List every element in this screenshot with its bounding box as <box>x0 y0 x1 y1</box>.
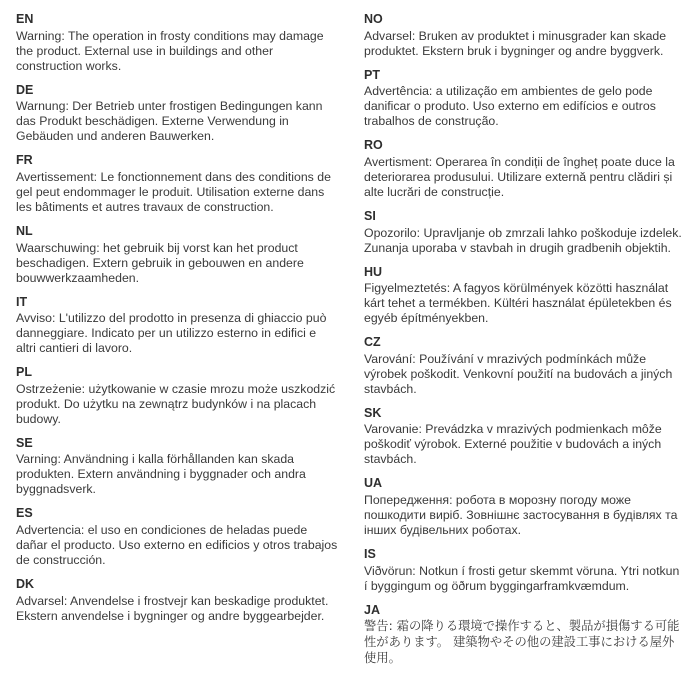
warning-block-es <box>16 506 338 568</box>
lang-code-hu: HU <box>364 264 383 279</box>
lang-text-hu: Figyelmeztetés: A fagyos körülmények közötti használat kárt tehet a termékben. Kültéri használat épületekben és egyéb építményekben. <box>364 281 672 326</box>
warning-block-hu <box>364 265 686 327</box>
lang-text-fr: Avertissement: Le fonctionnement dans des conditions de gel peut endommager le produit. Utilisation externe dans les bâtiments et autres travaux de construction. <box>16 169 331 214</box>
warning-block-it <box>16 295 338 357</box>
warning-block-no <box>364 12 686 59</box>
lang-code-no: NO <box>364 12 383 26</box>
two-column-layout <box>16 12 686 676</box>
lang-text-it: Avviso: L'utilizzo del prodotto in presenza di ghiaccio può danneggiare. Indicato per un utilizzo esterno in edifici e altri cantieri di lavoro. <box>16 311 327 356</box>
lang-code-es: ES <box>16 506 33 521</box>
lang-code-de: DE <box>16 82 34 97</box>
lang-code-it: IT <box>16 294 28 309</box>
lang-code-sk: SK <box>364 405 382 420</box>
lang-text-pl: Ostrzeżenie: użytkowanie w czasie mrozu może uszkodzić produkt. Do użytku na zewnątrz budynków i na placach budowy. <box>16 381 336 426</box>
right-column <box>364 12 686 676</box>
warning-block-ja <box>364 603 686 668</box>
lang-text-de: Warnung: Der Betrieb unter frostigen Bedingungen kann das Produkt beschädigen. Externe Verwendung in Gebäuden und anderen Bauwerken. <box>16 99 323 144</box>
lang-text-ua: Попередження: робота в морозну погоду може пошкодити виріб. Зовнішнє застосування в будівлях та інших будівельних роботах. <box>364 493 678 537</box>
warning-block-de <box>16 83 338 145</box>
warning-block-ua <box>364 476 686 538</box>
lang-text-se: Varning: Användning i kalla förhållanden kan skada produkten. Extern användning i byggnader och andra byggnadsverk. <box>16 452 306 497</box>
lang-text-ja: 警告: 霜の降りる環境で操作すると、製品が損傷する可能性があります。 建築物やその他の建設工事における屋外使用。 <box>364 619 680 666</box>
warning-block-pt <box>364 68 686 130</box>
lang-code-ro: RO <box>364 138 383 153</box>
lang-code-cz: CZ <box>364 335 381 350</box>
lang-text-pt: Advertência: a utilização em ambientes de gelo pode danificar o produto. Uso externo em edifícios e outros trabalhos de construção. <box>364 84 656 129</box>
lang-code-nl: NL <box>16 223 33 238</box>
warning-block-en <box>16 12 338 74</box>
lang-code-si: SI <box>364 208 376 223</box>
lang-code-ua: UA <box>364 476 383 491</box>
lang-text-si: Opozorilo: Upravljanje ob zmrzali lahko poškoduje izdelek. Zunanja uporaba v stavbah in drugih gradbenih objektih. <box>364 225 682 255</box>
warning-block-pl <box>16 365 338 427</box>
lang-text-cz: Varování: Používání v mrazivých podmínkách může výrobek poškodit. Venkovní použití na budovách a jiných stavbách. <box>364 351 673 396</box>
lang-text-dk: Advarsel: Anvendelse i frostvejr kan beskadige produktet. Ekstern anvendelse i bygninger og andre byggearbejder. <box>16 593 329 623</box>
warning-block-cz <box>364 335 686 397</box>
lang-code-is: IS <box>364 547 376 561</box>
left-column <box>16 12 338 676</box>
warning-block-fr <box>16 153 338 215</box>
lang-code-ja: JA <box>364 602 380 617</box>
lang-text-is: Viðvörun: Notkun í frosti getur skemmt vöruna. Ytri notkun í byggingum og öðrum byggingarframkvæmdum. <box>364 563 680 593</box>
lang-text-ro: Avertisment: Operarea în condiții de îngheț poate duce la deteriorarea produsului. Utilizare externă pentru clădiri și alte lucrări de construcție. <box>364 154 675 199</box>
warning-block-se <box>16 436 338 498</box>
lang-text-es: Advertencia: el uso en condiciones de heladas puede dañar el producto. Uso externo en edificios y otros trabajos de construcción. <box>16 523 338 567</box>
warning-block-dk <box>16 577 338 624</box>
warning-block-si <box>364 209 686 256</box>
lang-text-en: Warning: The operation in frosty conditions may damage the product. External use in buildings and other construction works. <box>16 28 324 73</box>
lang-text-no: Advarsel: Bruken av produktet i minusgrader kan skade produktet. Ekstern bruk i bygninger og andre byggverk. <box>364 28 667 58</box>
lang-text-sk: Varovanie: Prevádzka v mrazivých podmienkach môže poškodiť výrobok. Externé použitie v budovách a iných stavbách. <box>364 422 662 467</box>
lang-code-pl: PL <box>16 365 32 380</box>
warning-block-sk <box>364 406 686 468</box>
lang-code-en: EN <box>16 12 34 26</box>
warning-block-nl <box>16 224 338 286</box>
lang-text-nl: Waarschuwing: het gebruik bij vorst kan het product beschadigen. Extern gebruik in gebouwen en andere bouwwerkzaamheden. <box>16 240 304 285</box>
lang-code-fr: FR <box>16 153 33 168</box>
warning-block-is <box>364 547 686 594</box>
lang-code-dk: DK <box>16 577 35 591</box>
warning-block-ro <box>364 138 686 200</box>
lang-code-se: SE <box>16 435 33 450</box>
lang-code-pt: PT <box>364 67 380 82</box>
